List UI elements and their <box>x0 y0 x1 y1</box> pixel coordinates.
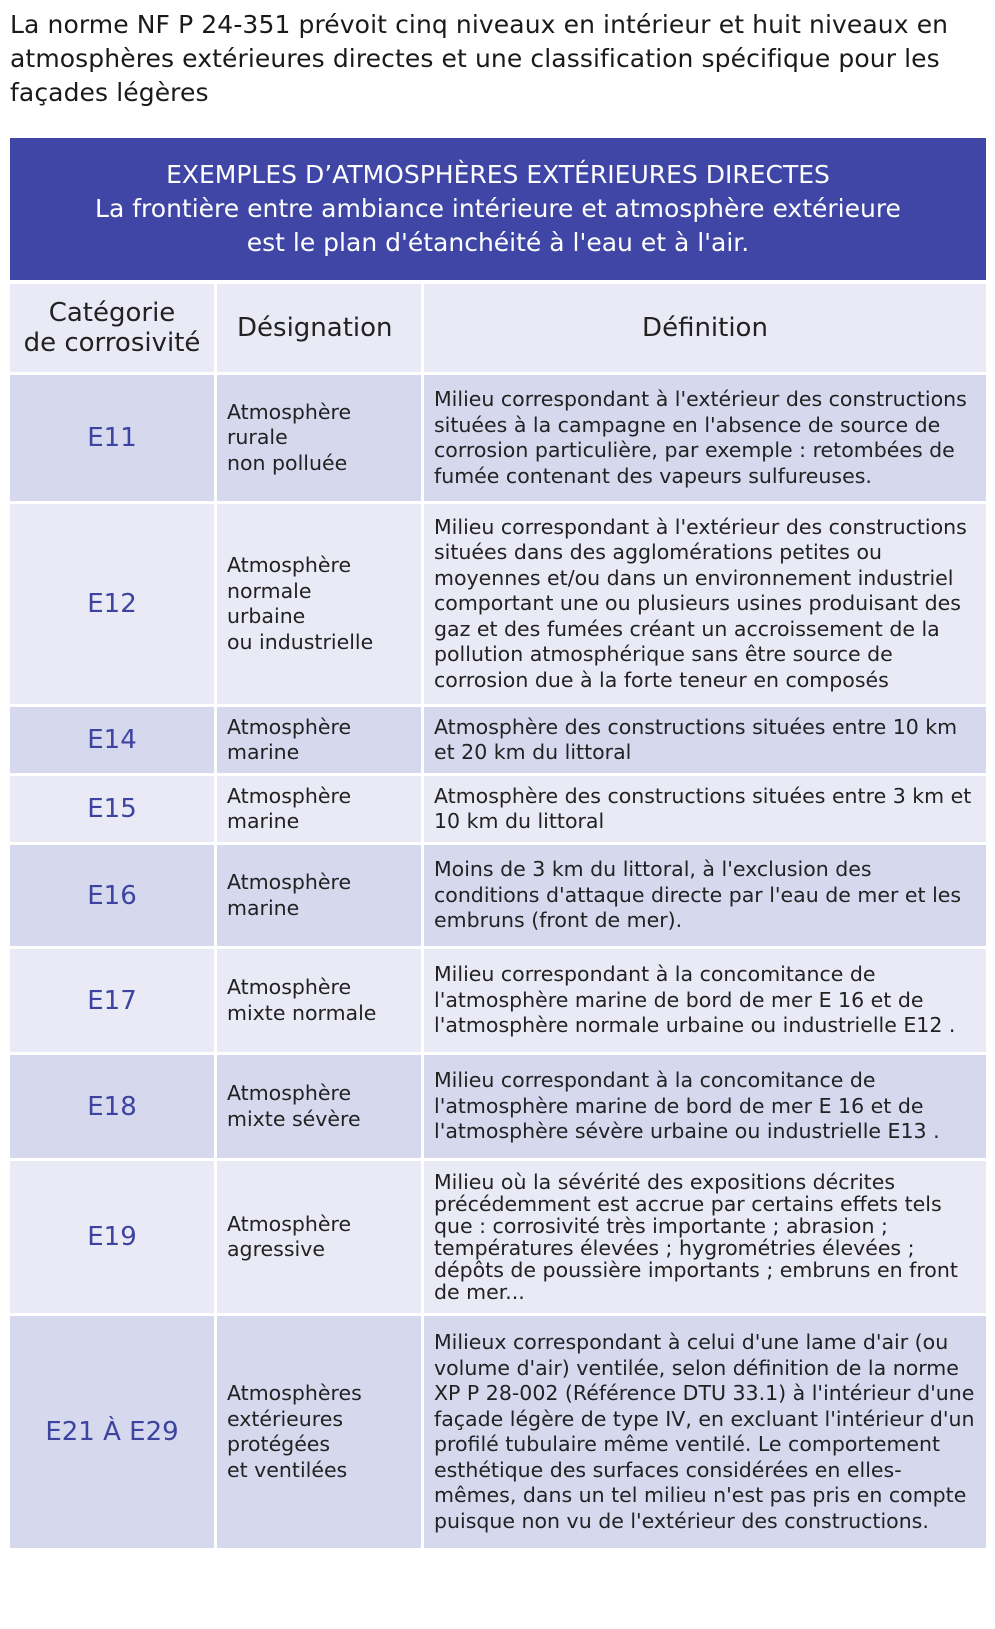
header-designation: Désignation <box>217 284 421 372</box>
row-designation: Atmosphère rurale non polluée <box>217 375 421 501</box>
row-designation: Atmosphère agressive <box>217 1161 421 1313</box>
corrosivity-table <box>10 138 986 1548</box>
banner-subtitle-line1: La frontière entre ambiance intérieure et atmosphère extérieure <box>95 194 901 223</box>
row-category: E17 <box>10 949 214 1052</box>
row-designation: Atmosphère mixte sévère <box>217 1055 421 1158</box>
row-designation: Atmosphère marine <box>217 776 421 842</box>
header-category-line2: de corrosivité <box>23 328 201 358</box>
row-designation: Atmosphères extérieures protégées et ventilées <box>217 1316 421 1548</box>
row-category: E12 <box>10 504 214 704</box>
row-category: E15 <box>10 776 214 842</box>
row-designation: Atmosphère marine <box>217 707 421 773</box>
row-category: E21 À E29 <box>10 1316 214 1548</box>
row-definition: Milieu correspondant à la concomitance de l'atmosphère marine de bord de mer E 16 et de l'atmosphère normale urbaine ou industrielle E12 . <box>424 949 986 1052</box>
row-definition: Milieu correspondant à la concomitance de l'atmosphère marine de bord de mer E 16 et de l'atmosphère sévère urbaine ou industrielle E13 . <box>424 1055 986 1158</box>
header-category-line1: Catégorie <box>48 298 176 328</box>
row-definition: Milieux correspondant à celui d'une lame d'air (ou volume d'air) ventilée, selon définition de la norme XP P 28-002 (Référence DTU 33.1) à l'intérieur d'une façade légère de type IV, en excluant l'intérieur d'un profilé tubulaire même ventilé. Le comportement esthétique des surfaces considérées en elles-mêmes, dans un tel milieu n'est pas pris en compte puisque non vu de l'extérieur des constructions. <box>424 1316 986 1548</box>
row-definition: Moins de 3 km du littoral, à l'exclusion des conditions d'attaque directe par l'eau de mer et les embruns (front de mer). <box>424 845 986 946</box>
row-definition: Milieu où la sévérité des expositions décrites précédemment est accrue par certains effets tels que : corrosivité très importante ; abrasion ; températures élevées ; hygrométries élevées ; dépôts de poussière importants ; embruns en front de mer... <box>424 1161 986 1313</box>
row-category: E14 <box>10 707 214 773</box>
row-definition: Atmosphère des constructions situées entre 3 km et 10 km du littoral <box>424 776 986 842</box>
banner-title: EXEMPLES D’ATMOSPHÈRES EXTÉRIEURES DIRECTES <box>166 160 830 189</box>
row-category: E19 <box>10 1161 214 1313</box>
banner-subtitle-line2: est le plan d'étanchéité à l'eau et à l'air. <box>246 228 750 257</box>
row-definition: Milieu correspondant à l'extérieur des constructions situées dans des agglomérations petites ou moyennes et/ou dans un environnement industriel comportant une ou plusieurs usines produisant des gaz et des fumées créant un accroissement de la pollution atmosphérique sans être source de corrosion due à la forte teneur en composés <box>424 504 986 704</box>
row-designation: Atmosphère normale urbaine ou industrielle <box>217 504 421 704</box>
table-banner <box>10 138 986 280</box>
row-definition: Milieu correspondant à l'extérieur des constructions situées à la campagne en l'absence de source de corrosion particulière, par exemple : retombées de fumée contenant des vapeurs sulfureuses. <box>424 375 986 501</box>
row-category: E16 <box>10 845 214 946</box>
row-designation: Atmosphère marine <box>217 845 421 946</box>
intro-paragraph: La norme NF P 24-351 prévoit cinq niveaux en intérieur et huit niveaux en atmosphères extérieures directes et une classification spécifique pour les façades légères <box>10 10 949 107</box>
row-category: E18 <box>10 1055 214 1158</box>
row-category: E11 <box>10 375 214 501</box>
header-category <box>10 284 214 372</box>
table-grid <box>10 284 986 1548</box>
header-definition: Définition <box>424 284 986 372</box>
row-designation: Atmosphère mixte normale <box>217 949 421 1052</box>
row-definition: Atmosphère des constructions situées entre 10 km et 20 km du littoral <box>424 707 986 773</box>
